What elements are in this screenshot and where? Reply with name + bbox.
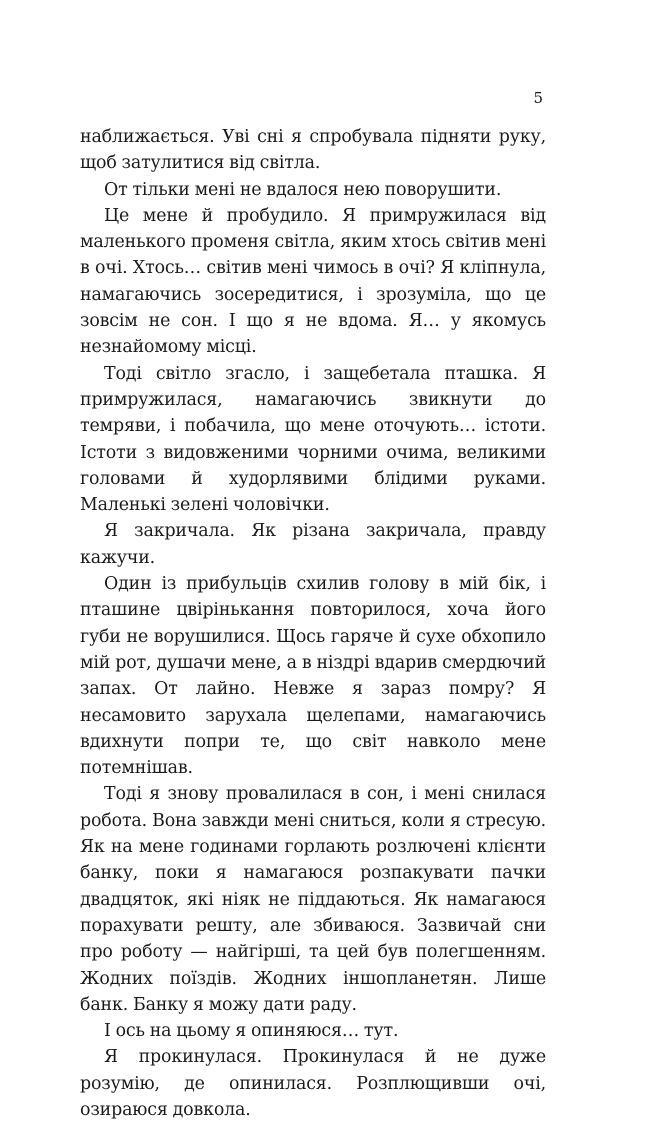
- paragraph: Це мене й пробудило. Я примружилася від маленького променя світла, яким хтось світив мені в очі. Хтось… світив мені чимось в очі? Я кліпнула, намагаючись зосередитися, і зрозуміла, що це зовсім не сон. І що я не вдома. Я… у якомусь незнайомому місці.: [80, 205, 546, 358]
- paragraph: Тоді я знову провалилася в сон, і мені снилася робота. Вона завжди мені сниться, коли я стресую. Як на мене годинами горлають розлючені клієнти банку, поки я намагаюся розпакувати пачки двадцяток, які ніяк не піддаються. Як намагаюся порахувати решту, але збиваюся. Зазвичай сни про роботу — найгірші, та цей був полегшенням. Жодних поїздів. Жодних іншопланетян. Лише банк. Банку я можу дати раду.: [80, 784, 546, 1015]
- page-number: 5: [533, 89, 543, 107]
- paragraph: От тільки мені не вдалося нею поворушити.: [104, 179, 502, 200]
- paragraph: Один із прибульців схилив голову в мій бік, і пташине цвірінькання повторилося, хоча його губи не ворушилися. Щось гаряче й сухе обхопило мій рот, душачи мене, а в ніздрі вдарив смердючий запах. От лайно. Невже я зараз помру? Я несамовито зарухала щелепами, намагаючись вдихнути попри те, що світ навколо мене потемнішав.: [80, 574, 546, 779]
- paragraph: І ось на цьому я опиняюся… тут.: [104, 1021, 399, 1042]
- paragraph: Я закричала. Як різана закричала, правду кажучи.: [80, 521, 546, 568]
- paragraph: Тоді світло згасло, і защебетала пташка. Я примружилася, намагаючись звикнути до темряви, і побачила, що мене оточують… істоти. Істоти з видовженими чорними очима, великими головами й худорлявими блідими руками. Маленькі зелені чоловічки.: [80, 363, 546, 516]
- paragraph: Я прокинулася. Прокинулася й не дуже розумію, де опинилася. Розплющивши очі, озираюся довкола.: [80, 1047, 546, 1120]
- body-text: [80, 124, 546, 1123]
- paragraph: наближається. Уві сні я спробувала підняти руку, щоб затулитися від світла.: [80, 127, 546, 174]
